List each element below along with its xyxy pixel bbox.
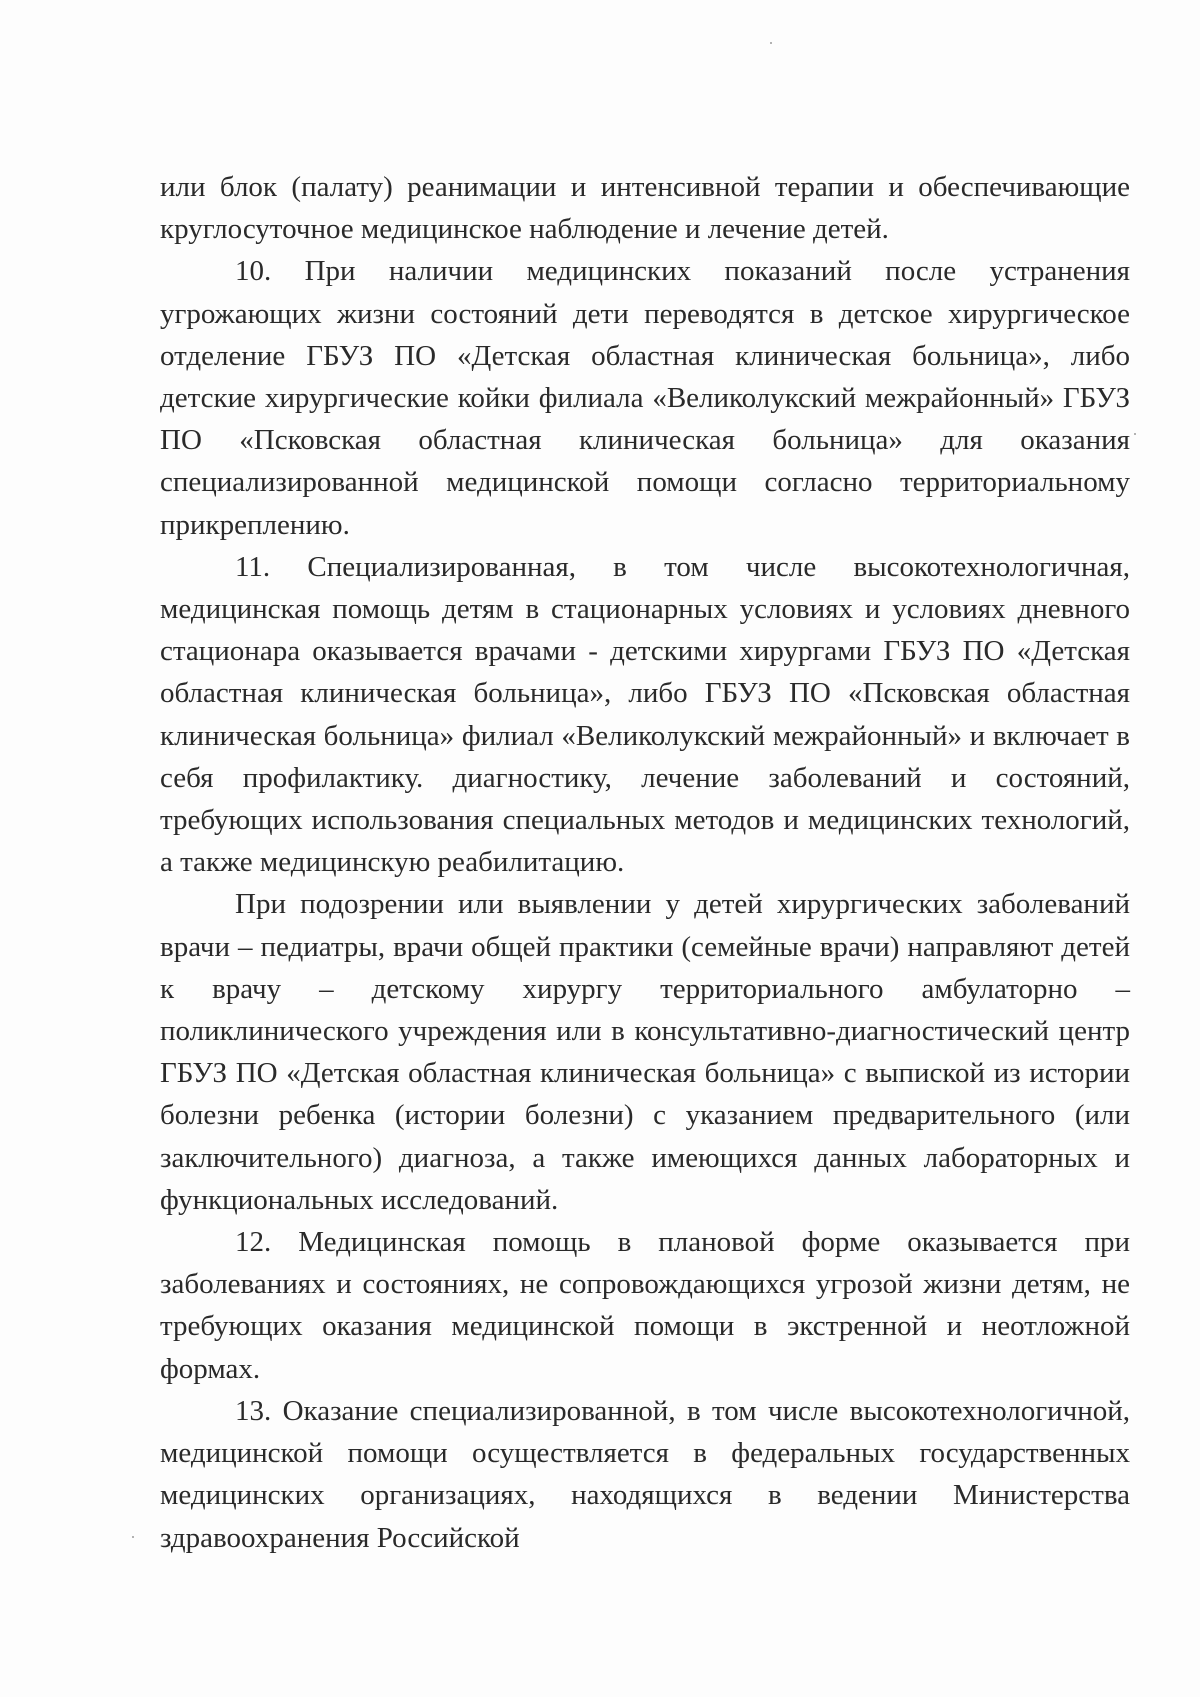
scan-speck xyxy=(132,1536,134,1538)
paragraph-10: 10. При наличии медицинских показаний после устранения угрожающих жизни состояний дети переводятся в детское хирургическое отделение ГБУЗ ПО «Детская областная клиническая больница», либо детские хирургические койки филиала «Великолукский межрайонный» ГБУЗ ПО «Псковская областная клиническая больница» для оказания специализированной медицинской помощи согласно территориальному прикреплению. xyxy=(160,255,1130,541)
paragraph-continuation: или блок (палату) реанимации и интенсивной терапии и обеспечивающие круглосуточное медицинское наблюдение и лечение детей. xyxy=(160,171,1130,246)
paragraph-13: 13. Оказание специализированной, в том числе высокотехнологичной, медицинской помощи осуществляется в федеральных государственных медицинских организациях, находящихся в ведении Министерства здравоохранения Российской xyxy=(160,1394,1130,1554)
paragraph-12: 12. Медицинская помощь в плановой форме оказывается при заболеваниях и состояниях, не сопровождающихся угрозой жизни детям, не требующих оказания медицинской помощи в экстренной и неотложной формах. xyxy=(160,1226,1130,1385)
document-body xyxy=(160,166,1130,1559)
scan-speck xyxy=(1134,433,1136,435)
paragraph-11: 11. Специализированная, в том числе высокотехнологичная, медицинская помощь детям в стационарных условиях и условиях дневного стационара оказывается врачами - детскими хирургами ГБУЗ ПО «Детская областная клиническая больница», либо ГБУЗ ПО «Псковская областная клиническая больница» филиал «Великолукский межрайонный» и включает в себя профилактику. диагностику, лечение заболеваний и состояний, требующих использования специальных методов и медицинских технологий, а также медицинскую реабилитацию. xyxy=(160,550,1130,879)
scan-speck xyxy=(770,42,772,44)
paragraph-11-referral: При подозрении или выявлении у детей хирургических заболеваний врачи – педиатры, врачи общей практики (семейные врачи) направляют детей к врачу – детскому хирургу территориального амбулаторно – поликлинического учреждения или в консультативно-диагностический центр ГБУЗ ПО «Детская областная клиническая больница» с выпиской из истории болезни ребенка (истории болезни) с указанием предварительного (или заключительного) диагноза, а также имеющихся данных лабораторных и функциональных исследований. xyxy=(160,888,1130,1216)
